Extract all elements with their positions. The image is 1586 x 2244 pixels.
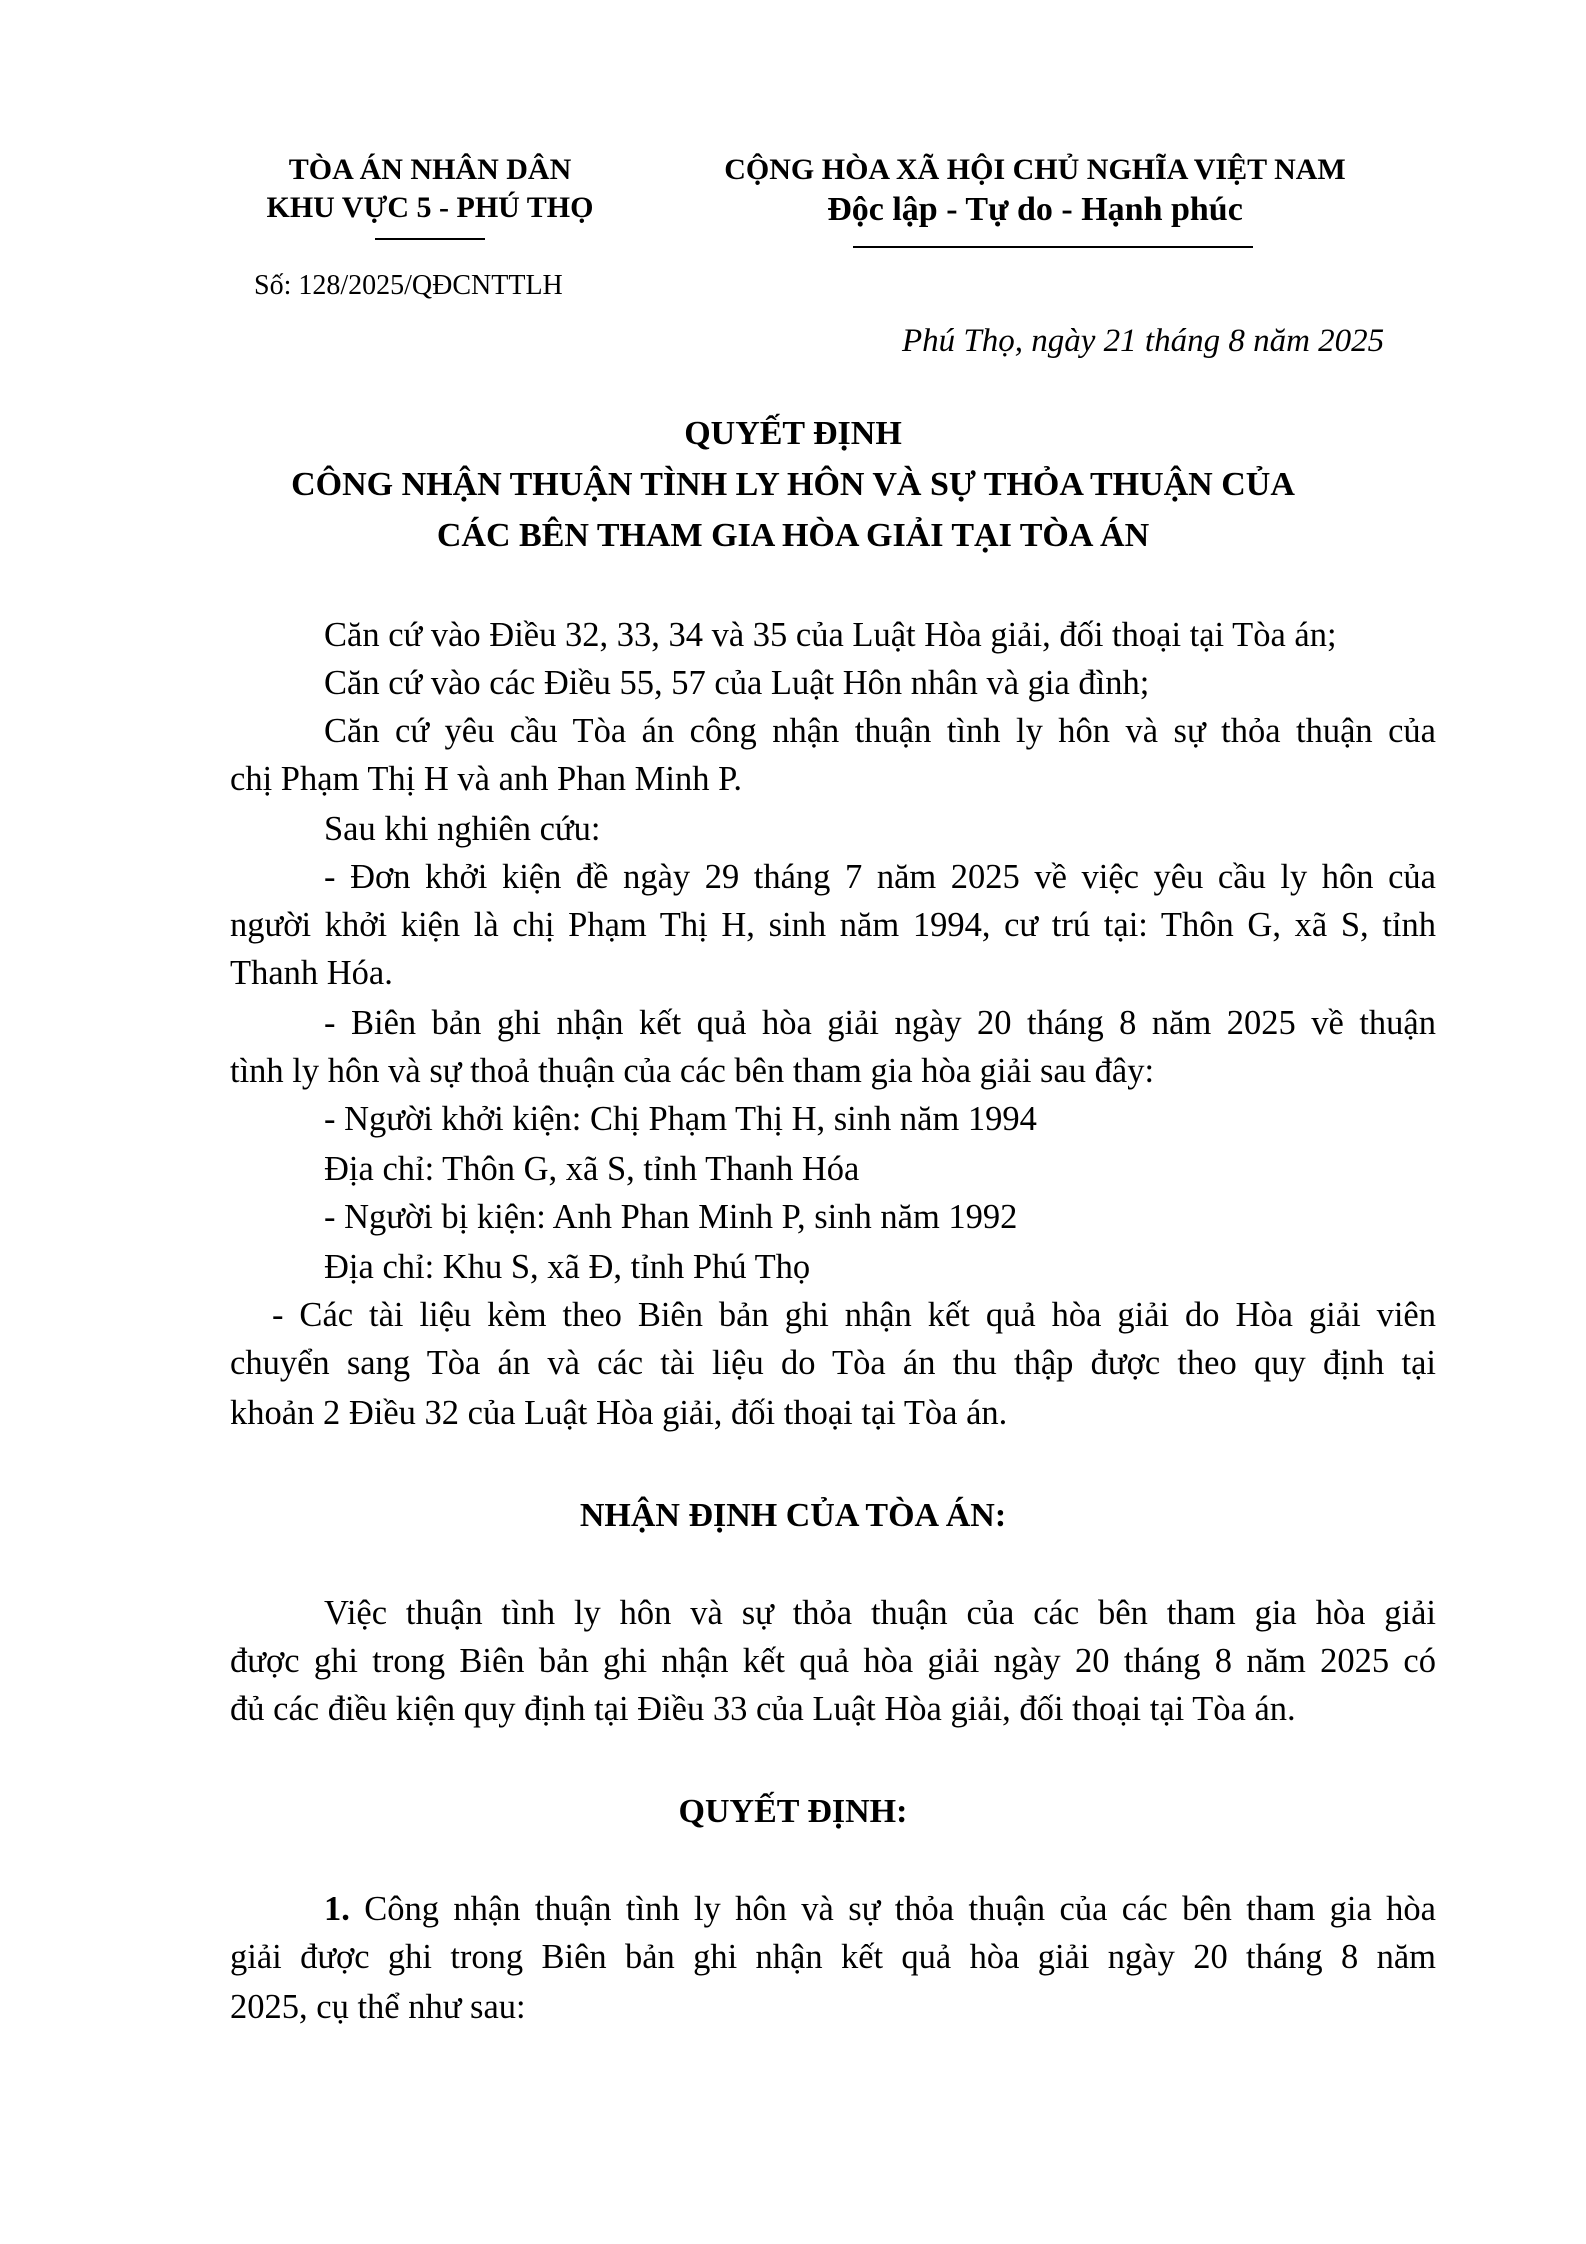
- place-date: Phú Thọ, ngày 21 tháng 8 năm 2025: [902, 323, 1385, 359]
- basis-line-8: Địa chỉ: Thôn G, xã S, tỉnh Thanh Hóa: [324, 1150, 860, 1188]
- court-underline: [375, 238, 485, 240]
- findings-line-2: được ghi trong Biên bản ghi nhận kết quả hòa giải ngày 20 tháng 8 năm 2025 có: [230, 1642, 1436, 1680]
- decision-item-1-number: 1.: [324, 1890, 350, 1928]
- basis-line-9: - Người bị kiện: Anh Phan Minh P, sinh năm 1992: [324, 1198, 1018, 1236]
- decision-heading: QUYẾT ĐỊNH:: [678, 1793, 908, 1830]
- basis-line-5b: người khởi kiện là chị Phạm Thị H, sinh năm 1994, cư trú tại: Thôn G, xã S, tỉnh: [230, 906, 1436, 944]
- basis-line-1: Căn cứ vào Điều 32, 33, 34 và 35 của Luật Hòa giải, đối thoại tại Tòa án;: [324, 616, 1337, 654]
- document-number: Số: 128/2025/QĐCNTTLH: [254, 270, 563, 301]
- findings-line-1: Việc thuận tình ly hôn và sự thỏa thuận của các bên tham gia hòa giải: [324, 1594, 1436, 1632]
- basis-line-6a: - Biên bản ghi nhận kết quả hòa giải ngày 20 tháng 8 năm 2025 về thuận: [324, 1004, 1436, 1042]
- title-line2: CÔNG NHẬN THUẬN TÌNH LY HÔN VÀ SỰ THỎA THUẬN CỦA: [291, 466, 1295, 503]
- decision-item-1-line-2: giải được ghi trong Biên bản ghi nhận kết quả hòa giải ngày 20 tháng 8 năm: [230, 1938, 1436, 1976]
- findings-line-3: đủ các điều kiện quy định tại Điều 33 của Luật Hòa giải, đối thoại tại Tòa án.: [230, 1690, 1296, 1728]
- findings-heading: NHẬN ĐỊNH CỦA TÒA ÁN:: [579, 1497, 1007, 1534]
- basis-line-4: Sau khi nghiên cứu:: [324, 810, 601, 848]
- basis-line-3a: Căn cứ yêu cầu Tòa án công nhận thuận tình ly hôn và sự thỏa thuận của: [324, 712, 1436, 750]
- title-line3: CÁC BÊN THAM GIA HÒA GIẢI TẠI TÒA ÁN: [436, 517, 1150, 554]
- nation-name: CỘNG HÒA XÃ HỘI CHỦ NGHĨA VIỆT NAM: [724, 153, 1346, 186]
- basis-line-10: Địa chỉ: Khu S, xã Đ, tỉnh Phú Thọ: [324, 1248, 811, 1286]
- basis-line-6b: tình ly hôn và sự thoả thuận của các bên tham gia hòa giải sau đây:: [230, 1052, 1155, 1090]
- nation-motto: Độc lập - Tự do - Hạnh phúc: [827, 191, 1243, 228]
- decision-item-1-line-1: [324, 1890, 1436, 1929]
- basis-line-3b: chị Phạm Thị H và anh Phan Minh P.: [230, 760, 743, 798]
- basis-line-2: Căn cứ vào các Điều 55, 57 của Luật Hôn nhân và gia đình;: [324, 664, 1150, 702]
- court-name: TÒA ÁN NHÂN DÂN: [288, 153, 572, 186]
- basis-line-11b: chuyển sang Tòa án và các tài liệu do Tòa án thu thập được theo quy định tại: [230, 1344, 1436, 1382]
- basis-line-11a: - Các tài liệu kèm theo Biên bản ghi nhận kết quả hòa giải do Hòa giải viên: [272, 1296, 1436, 1334]
- basis-line-5c: Thanh Hóa.: [230, 954, 393, 992]
- decision-item-1-line-3: 2025, cụ thể như sau:: [230, 1988, 526, 2026]
- basis-line-5a: - Đơn khởi kiện đề ngày 29 tháng 7 năm 2025 về việc yêu cầu ly hôn của: [324, 858, 1436, 896]
- court-region: KHU VỰC 5 - PHÚ THỌ: [266, 191, 594, 224]
- basis-line-7: - Người khởi kiện: Chị Phạm Thị H, sinh năm 1994: [324, 1100, 1037, 1138]
- motto-underline: [853, 246, 1253, 248]
- decision-item-1-text: Công nhận thuận tình ly hôn và sự thỏa thuận của các bên tham gia hòa: [349, 1890, 1436, 1928]
- title-line1: QUYẾT ĐỊNH: [684, 415, 902, 452]
- basis-line-11c: khoản 2 Điều 32 của Luật Hòa giải, đối thoại tại Tòa án.: [230, 1394, 1008, 1432]
